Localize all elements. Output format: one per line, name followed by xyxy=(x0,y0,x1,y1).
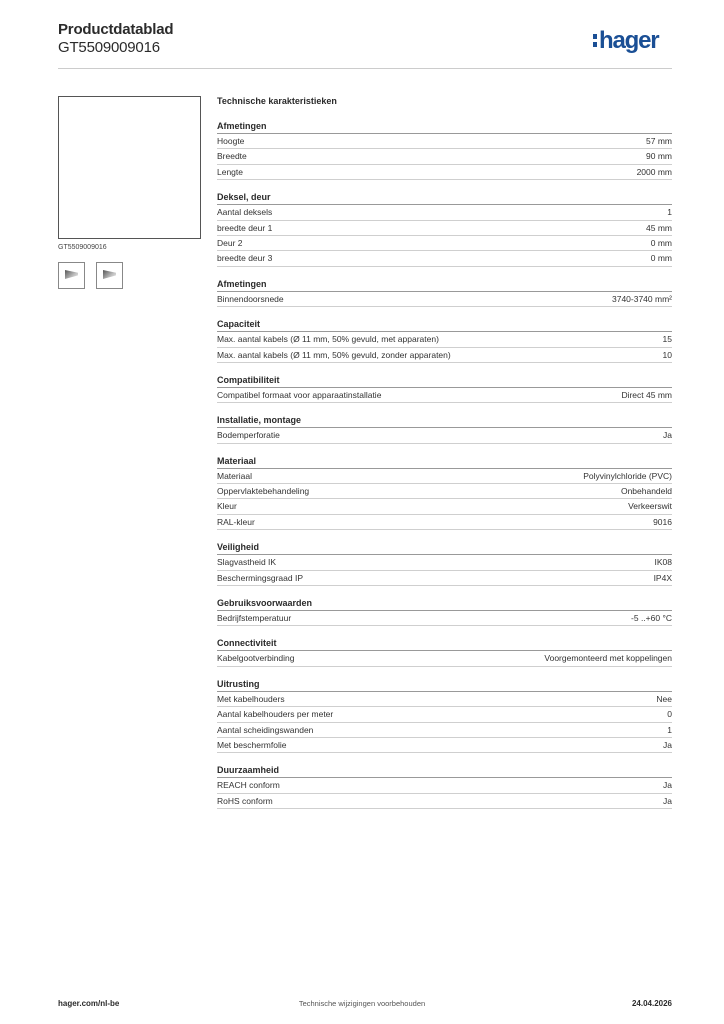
section-title: Gebruiksvoorwaarden xyxy=(217,596,672,611)
spec-label: breedte deur 3 xyxy=(217,253,273,264)
spec-table xyxy=(217,95,672,819)
spec-label: Compatibel formaat voor apparaatinstallatie xyxy=(217,389,382,400)
spec-row xyxy=(217,571,672,586)
spec-section xyxy=(217,373,672,403)
spec-row xyxy=(217,348,672,363)
image-caption: GT5509009016 xyxy=(58,244,107,251)
spec-section xyxy=(217,763,672,809)
spec-label: Oppervlaktebehandeling xyxy=(217,486,310,497)
spec-row xyxy=(217,292,672,307)
section-title: Duurzaamheid xyxy=(217,763,672,778)
spec-value: 57 mm xyxy=(646,136,672,146)
spec-section xyxy=(217,119,672,180)
spec-section xyxy=(217,636,672,666)
spec-label: breedte deur 1 xyxy=(217,222,273,233)
spec-label: RAL-kleur xyxy=(217,516,255,527)
spec-row xyxy=(217,515,672,530)
spec-row xyxy=(217,205,672,220)
section-title: Uitrusting xyxy=(217,677,672,692)
spec-label: Kleur xyxy=(217,501,237,512)
spec-row xyxy=(217,651,672,666)
spec-value: IK08 xyxy=(654,557,672,568)
hager-logo xyxy=(593,25,677,57)
spec-row xyxy=(217,738,672,753)
header-divider xyxy=(58,68,672,69)
section-title: Materiaal xyxy=(217,454,672,469)
spec-label: Beschermingsgraad IP xyxy=(217,572,303,583)
spec-value: 10 xyxy=(662,349,672,360)
spec-label: Aantal deksels xyxy=(217,207,273,218)
thumbnail-2[interactable] xyxy=(96,262,123,289)
spec-value: Direct 45 mm xyxy=(621,389,672,400)
spec-row xyxy=(217,692,672,707)
spec-label: Bodemperforatie xyxy=(217,430,280,441)
spec-row xyxy=(217,555,672,570)
spec-row xyxy=(217,499,672,514)
section-title: Veiligheid xyxy=(217,540,672,555)
section-title: Compatibiliteit xyxy=(217,373,672,388)
footer-website[interactable]: hager.com/nl-be xyxy=(58,999,120,1008)
spec-label: Max. aantal kabels (Ø 11 mm, 50% gevuld, zonder apparaten) xyxy=(217,349,451,360)
spec-row xyxy=(217,778,672,793)
spec-value: Verkeerswit xyxy=(628,501,672,512)
spec-row xyxy=(217,149,672,164)
spec-label: Met kabelhouders xyxy=(217,693,285,704)
spec-row xyxy=(217,388,672,403)
spec-section xyxy=(217,317,672,363)
spec-row xyxy=(217,428,672,443)
spec-section xyxy=(217,596,672,626)
spec-section xyxy=(217,540,672,586)
spec-label: Lengte xyxy=(217,166,243,177)
product-thumbnail-icon xyxy=(103,270,116,279)
product-thumbnail-icon xyxy=(65,270,78,279)
section-title: Afmetingen xyxy=(217,119,672,134)
spec-row xyxy=(217,236,672,251)
spec-row xyxy=(217,165,672,180)
spec-title: Technische karakteristieken xyxy=(217,96,337,106)
spec-value: IP4X xyxy=(653,572,672,583)
spec-label: Materiaal xyxy=(217,470,252,481)
spec-section xyxy=(217,277,672,307)
spec-value: 90 mm xyxy=(646,151,672,162)
spec-value: Polyvinylchloride (PVC) xyxy=(583,470,672,481)
spec-row xyxy=(217,611,672,626)
spec-value: Onbehandeld xyxy=(620,486,672,497)
spec-value: Ja xyxy=(663,430,672,441)
spec-value: Ja xyxy=(663,795,672,806)
spec-value: -5 ..+60 °C xyxy=(631,613,672,624)
logo-text: hager xyxy=(599,27,659,54)
spec-row xyxy=(217,794,672,809)
spec-value: Ja xyxy=(663,780,672,791)
spec-row xyxy=(217,251,672,266)
spec-label: Hoogte xyxy=(217,136,245,146)
section-title: Afmetingen xyxy=(217,277,672,292)
spec-label: Aantal scheidingswanden xyxy=(217,724,314,735)
spec-value: 0 mm xyxy=(650,253,672,264)
spec-row xyxy=(217,332,672,347)
spec-value: Voorgemonteerd met koppelingen xyxy=(544,653,672,664)
spec-value: Nee xyxy=(656,693,672,704)
spec-label: RoHS conform xyxy=(217,795,273,806)
spec-label: Binnendoorsnede xyxy=(217,293,284,304)
spec-label: Aantal kabelhouders per meter xyxy=(217,709,334,720)
spec-value: 1 xyxy=(667,724,672,735)
spec-value: 3740-3740 mm² xyxy=(611,293,672,304)
spec-label: Breedte xyxy=(217,151,247,162)
spec-value: Ja xyxy=(663,739,672,750)
spec-row xyxy=(217,469,672,484)
spec-section xyxy=(217,454,672,531)
spec-section xyxy=(217,190,672,267)
spec-label: Max. aantal kabels (Ø 11 mm, 50% gevuld, met apparaten) xyxy=(217,334,439,345)
section-title: Capaciteit xyxy=(217,317,672,332)
section-title: Connectiviteit xyxy=(217,636,672,651)
spec-value: 9016 xyxy=(653,516,672,527)
spec-value: 0 mm xyxy=(650,237,672,248)
spec-row xyxy=(217,134,672,149)
spec-label: Bedrijfstemperatuur xyxy=(217,613,292,624)
spec-row xyxy=(217,484,672,499)
spec-row xyxy=(217,707,672,722)
spec-label: REACH conform xyxy=(217,780,280,791)
spec-value: 15 xyxy=(662,334,672,345)
footer-date: 24.04.2026 xyxy=(631,999,672,1008)
product-code: GT5509009016 xyxy=(58,39,160,56)
spec-value: 45 mm xyxy=(646,222,672,233)
section-title: Deksel, deur xyxy=(217,190,672,205)
spec-row xyxy=(217,723,672,738)
spec-label: Slagvastheid IK xyxy=(217,557,277,568)
spec-label: Met beschermfolie xyxy=(217,739,287,750)
section-title: Installatie, montage xyxy=(217,413,672,428)
product-image xyxy=(58,96,201,239)
spec-value: 2000 mm xyxy=(636,166,672,177)
spec-sections xyxy=(217,119,672,809)
thumbnail-1[interactable] xyxy=(58,262,85,289)
logo-mark-icon xyxy=(593,34,597,51)
spec-label: Deur 2 xyxy=(217,237,243,248)
footer-note: Technische wijzigingen voorbehouden xyxy=(298,999,426,1008)
spec-value: 0 xyxy=(667,709,672,720)
spec-value: 1 xyxy=(667,207,672,218)
spec-section xyxy=(217,413,672,443)
page-title: Productdatablad xyxy=(58,21,174,38)
spec-label: Kabelgootverbinding xyxy=(217,653,295,664)
spec-row xyxy=(217,221,672,236)
spec-section xyxy=(217,677,672,754)
